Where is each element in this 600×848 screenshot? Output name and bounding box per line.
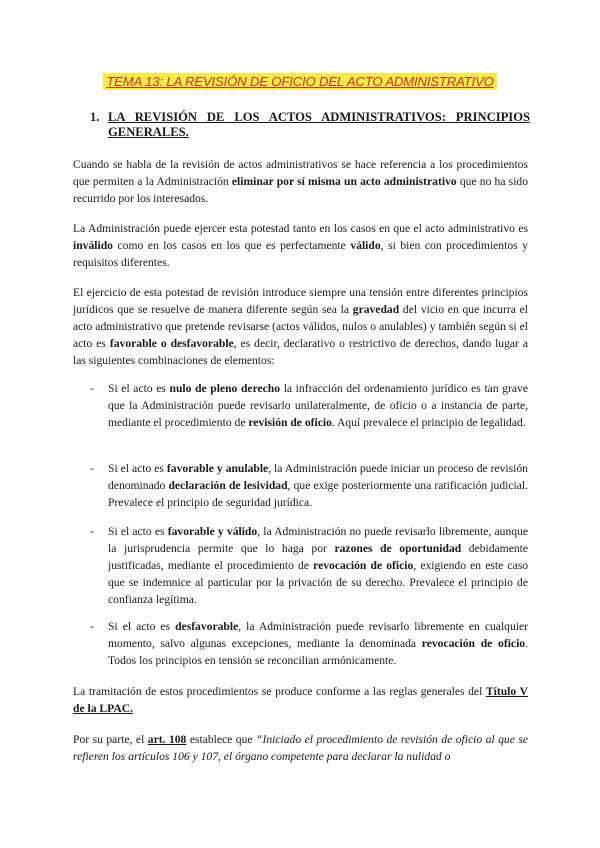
- p5-text-2: establece que: [186, 733, 257, 746]
- b2-t2: , la Administración no puede revisarlo libremente, aunque la jurisprudencia permite que lo haga por: [108, 525, 528, 555]
- b0-b1: nulo de pleno derecho: [169, 382, 281, 395]
- p1-text-1: Cuando se habla de la revisión de actos administrativos se hace referencia a los procedimientos que permiten a la Administración: [73, 158, 528, 188]
- p5-text-1: Por su parte, el: [73, 733, 148, 746]
- paragraph-3: [73, 284, 528, 369]
- list-item: [90, 380, 528, 431]
- b2-b3: revocación de oficio: [313, 559, 414, 572]
- p3-bold-2: favorable o desfavorable: [109, 337, 234, 350]
- titulo-v-link: Título V de la LPAC.: [73, 685, 528, 715]
- b1-t3: , que exige posteriormente una ratificación judicial. Prevalece el principio de seguridad jurídica.: [108, 479, 528, 509]
- paragraph-1: [73, 156, 528, 207]
- bullet-dash: -: [90, 382, 94, 395]
- b3-b1: desfavorable: [175, 620, 239, 633]
- b0-b2: revisión de oficio: [248, 416, 332, 429]
- bullet-dash: -: [90, 525, 94, 538]
- list-item: [90, 618, 528, 669]
- b1-t2: , la Administración puede iniciar un proceso de revisión denominado: [108, 462, 528, 492]
- b3-t1: Si el acto es: [108, 620, 176, 633]
- list-item: [90, 523, 528, 608]
- section-heading-line2: GENERALES.: [108, 125, 189, 139]
- p1-bold-1: eliminar por sí misma un acto administrativo: [231, 175, 457, 188]
- b3-t2: , la Administración puede revisarlo libremente en cualquier momento, salvo algunas excepciones, mediante la denominada: [108, 620, 528, 650]
- b2-b1: favorable y válido: [167, 525, 258, 538]
- b3-b2: revocación de oficio: [421, 637, 526, 650]
- b0-t1: Si el acto es: [108, 382, 170, 395]
- bullet-text: [108, 380, 528, 431]
- p4-text-1: La tramitación de estos procedimientos se produce conforme a las reglas generales del: [73, 685, 486, 698]
- p2-text-2: como en los casos en los que es perfectamente: [112, 239, 351, 252]
- bullet-text: [108, 460, 528, 511]
- p3-bold-1: gravedad: [352, 303, 400, 316]
- b2-t1: Si el acto es: [108, 525, 168, 538]
- p3-text-2: del vicio en que incurra el acto administrativo que pretende revisarse (actos válidos, nulos o anulables) y también según si el acto es: [73, 303, 528, 350]
- b3-t3: . Todos los principios en tensión se reconcilian armónicamente.: [108, 637, 528, 667]
- p2-bold-1: inválido: [73, 239, 113, 252]
- section-heading-line1: LA REVISIÓN DE LOS ACTOS ADMINISTRATIVOS: PRINCIPIOS: [108, 110, 530, 124]
- b1-t1: Si el acto es: [108, 462, 167, 475]
- p3-text-1: El ejercicio de esta potestad de revisión introduce siempre una tensión entre diferentes principios jurídicos que se resuelve de manera diferente según sea la: [73, 286, 528, 316]
- p3-text-3: , es decir, declarativo o restrictivo de derechos, dando lugar a las siguientes combinaciones de elementos:: [73, 337, 529, 367]
- list-item: [90, 460, 528, 511]
- p1-text-2: que no ha sido recurrido por los interesados.: [73, 175, 529, 205]
- b0-t2: la infracción del ordenamiento jurídico es tan grave que la Administración puede revisarlo unilateralmente, de oficio o a instancia de parte, mediante el procedimiento de: [108, 382, 528, 429]
- p5-quote: “Iniciado el procedimiento de revisión de oficio al que se refieren los artículos 106 y 107, el órgano competente para declarar la nulidad o: [73, 733, 528, 763]
- bullet-dash: -: [90, 462, 94, 475]
- section-heading: [90, 110, 530, 140]
- b2-t4: , exigiendo en este caso que se indemnice al particular por la privación de su derecho. Prevalece el principio de confianza legítima.: [108, 559, 528, 606]
- bullet-text: [108, 523, 528, 608]
- paragraph-2: [73, 220, 528, 271]
- art-108-ref: art. 108: [147, 733, 187, 746]
- p2-text-3: , si bien con procedimientos y requisitos diferentes.: [73, 239, 528, 269]
- b2-t3: debidamente justificadas, mediante el procedimiento de: [108, 542, 528, 572]
- bullet-text: [108, 618, 528, 669]
- p2-bold-2: válido: [350, 239, 381, 252]
- b2-b2: razones de oportunidad: [334, 542, 462, 555]
- bullet-dash: -: [90, 620, 94, 633]
- p2-text-1: La Administración puede ejercer esta potestad tanto en los casos en que el acto administrativo es: [73, 222, 528, 235]
- paragraph-4: [73, 683, 528, 717]
- title-container: [0, 73, 600, 91]
- b0-t3: . Aquí prevalece el principio de legalidad.: [331, 416, 526, 429]
- section-number: 1.: [90, 110, 100, 124]
- document-title: TEMA 13: LA REVISIÓN DE OFICIO DEL ACTO ADMINISTRATIVO: [103, 73, 496, 90]
- b1-b2: declaración de lesividad: [168, 479, 288, 492]
- b1-b1: favorable y anulable: [166, 462, 269, 475]
- paragraph-5: [73, 731, 528, 765]
